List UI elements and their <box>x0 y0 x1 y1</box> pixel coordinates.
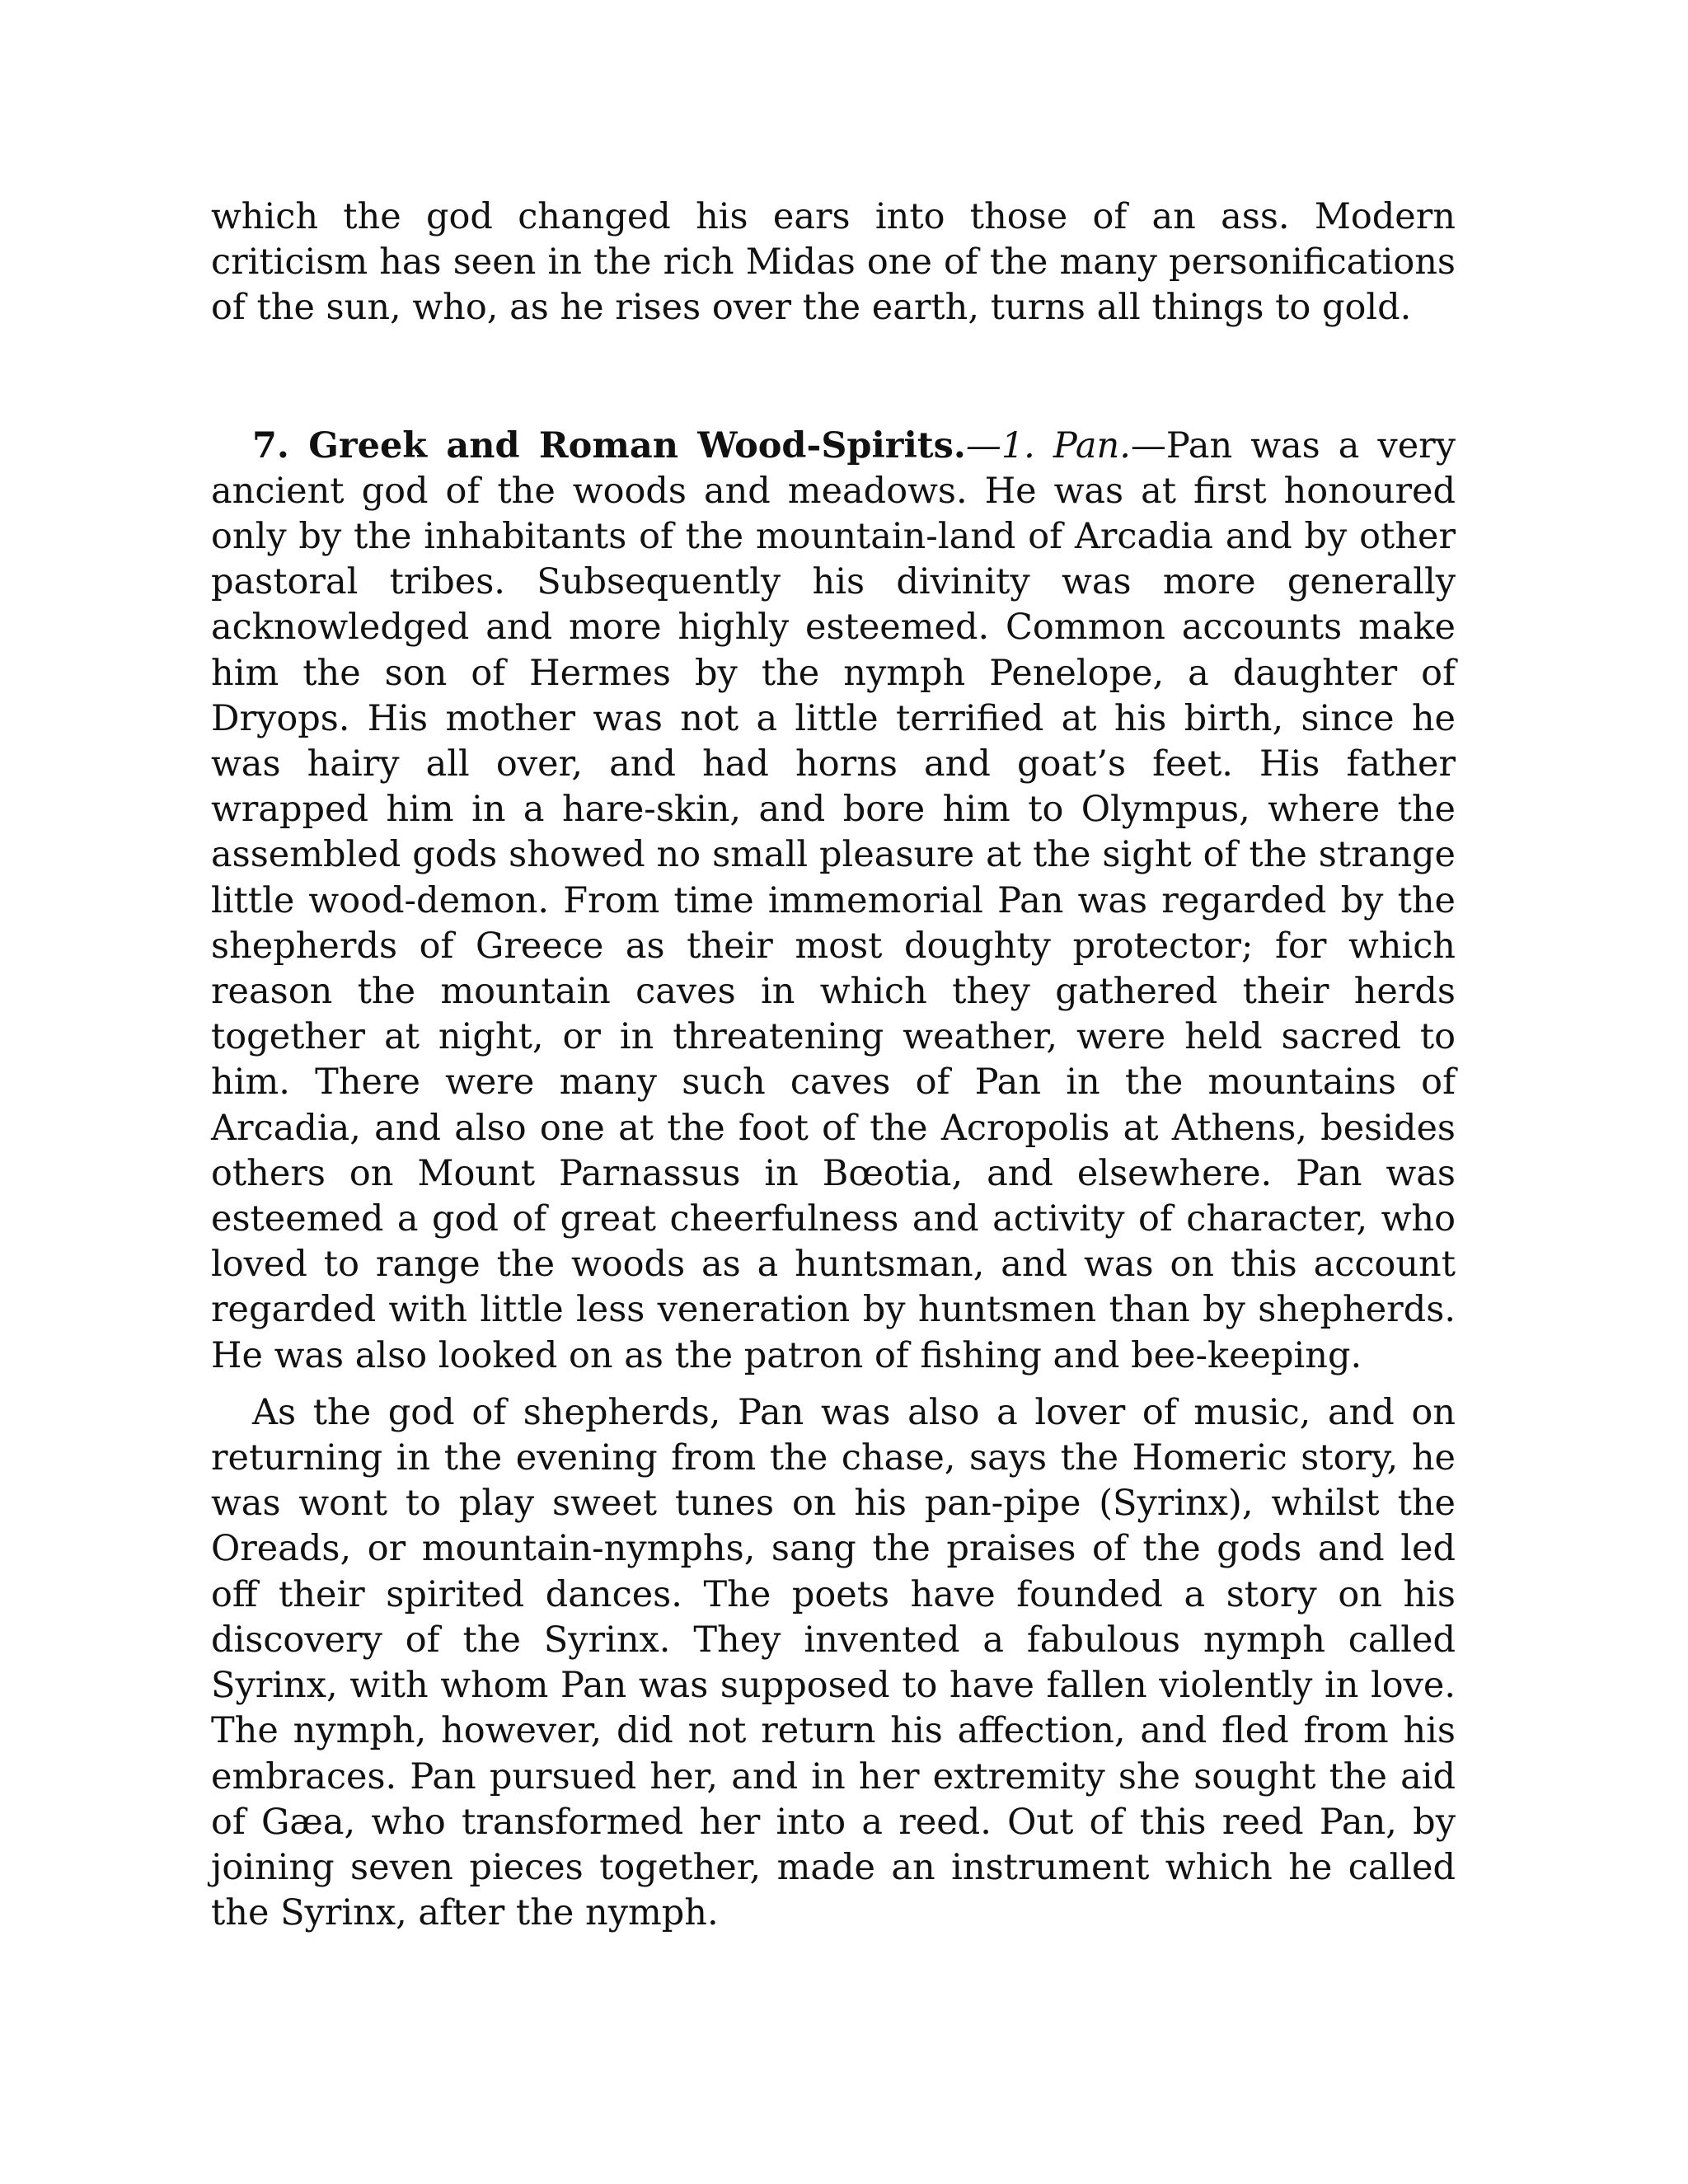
section-heading: 7. Greek and Roman Wood-Spirits. <box>252 424 966 466</box>
continuation-paragraph: which the god changed his ears into those of an ass. Modern criticism has seen in the rich Midas one of the many personifications of the sun, who, as he rises over the earth, turns all things to gold. <box>211 196 1456 329</box>
section-paragraph-1-text: —Pan was a very ancient god of the woods and meadows. He was at first honoured only by the inhabitants of the mountain-land of Arcadia and by other pastoral tribes. Subsequently his divinity was more generally acknowledged and more highly esteemed. Common accounts make him the son of Hermes by the nymph Penelope, a daughter of Dryops. His mother was not a little terrified at his birth, since he was hairy all over, and had horns and goat’s feet. His father wrapped him in a hare-skin, and bore him to Olympus, where the assembled gods showed no small pleasure at the sight of the strange little wood-demon. From time immemorial Pan was regarded by the shepherds of Greece as their most doughty protector; for which reason the mountain caves in which they gathered their herds together at night, or in threatening weather, were held sacred to him. There were many such caves of Pan in the mountains of Arcadia, and also one at the foot of the Acropolis at Athens, besides others on Mount Parnassus in Bœotia, and elsewhere. Pan was esteemed a god of great cheerfulness and activity of character, who loved to range the woods as a huntsman, and was on this account regarded with little less veneration by huntsmen than by shepherds. He was also looked on as the patron of fishing and bee-keeping. <box>211 424 1456 1376</box>
section-paragraph-2: As the god of shepherds, Pan was also a lover of music, and on returning in the evening from the chase, says the Homeric story, he was wont to play sweet tunes on his pan-pipe (Syrinx), whilst the Oreads, or mountain-nymphs, sang the praises of the gods and led off their spirited dances. The poets have founded a story on his discovery of the Syrinx. They invented a fabulous nymph called Syrinx, with whom Pan was supposed to have fallen violently in love. The nymph, however, did not return his affection, and fled from his embraces. Pan pursued her, and in her extremity she sought the aid of Gæa, who transformed her into a reed. Out of this reed Pan, by joining seven pieces together, made an instrument which he called the Syrinx, after the nymph. <box>211 1391 1456 1934</box>
section-subheading: —1. Pan. <box>965 424 1131 466</box>
document-page <box>211 194 1456 1936</box>
section-first-paragraph <box>211 424 1456 1379</box>
